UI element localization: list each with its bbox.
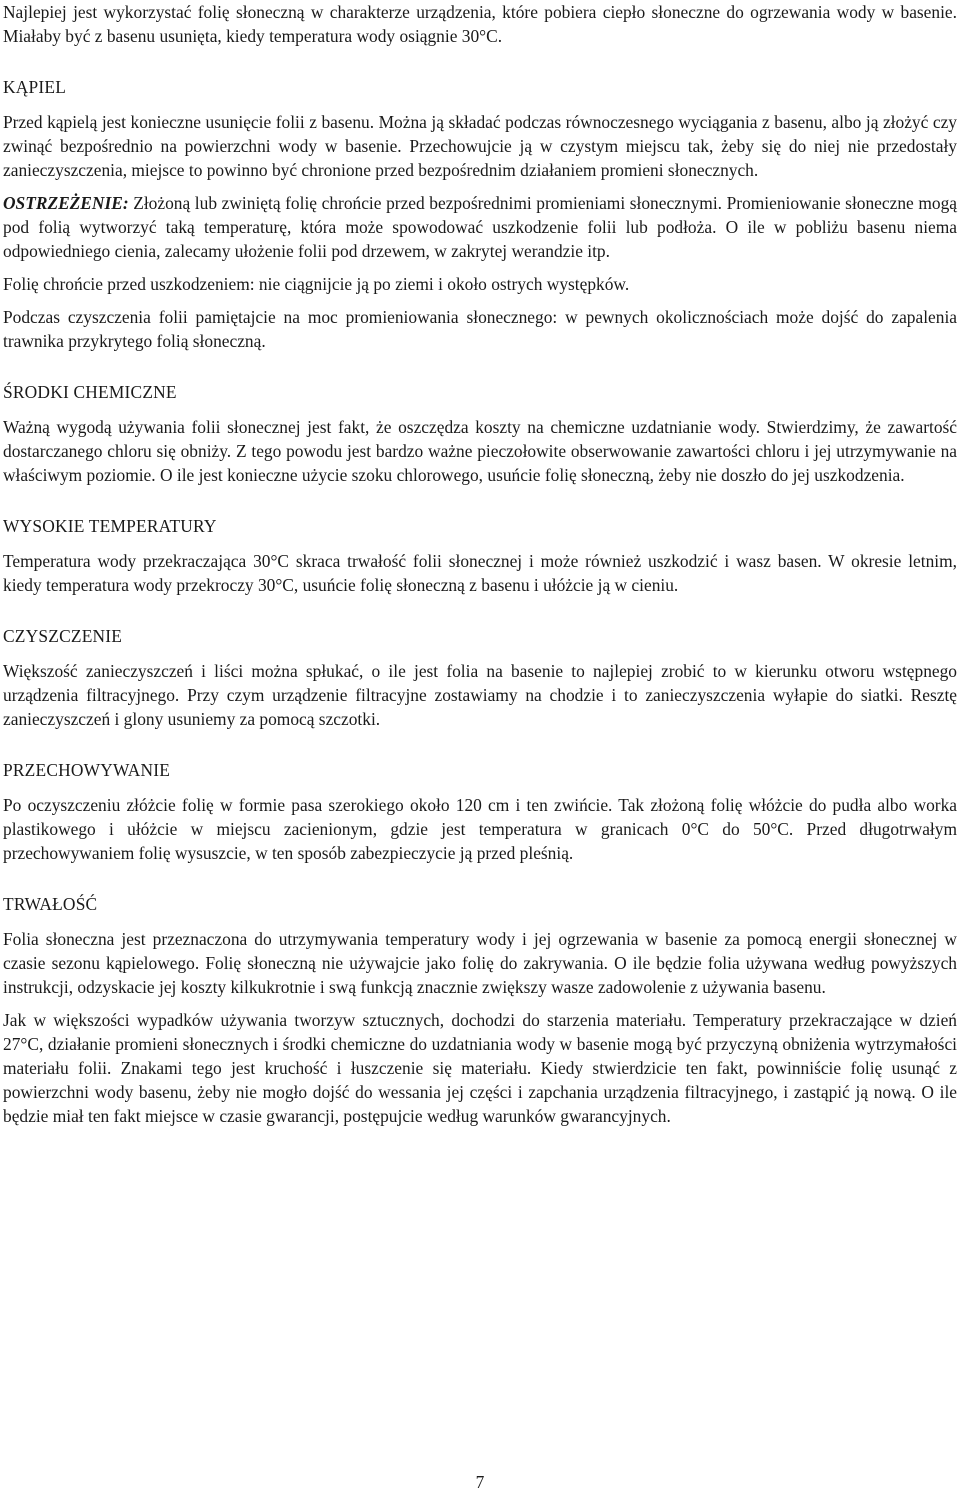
heading-srodki-chemiczne: ŚRODKI CHEMICZNE bbox=[3, 382, 177, 402]
document-page bbox=[3, 0, 957, 1128]
heading-przechowywanie: PRZECHOWYWANIE bbox=[3, 760, 171, 780]
section-przechowywanie bbox=[3, 758, 957, 865]
section-czyszczenie bbox=[3, 624, 957, 731]
heading-wysokie-temperatury: WYSOKIE TEMPERATURY bbox=[3, 516, 217, 536]
warning-text: Złożoną lub zwiniętą folię chrońcie przed bezpośrednimi promieniami słonecznymi. Promieniowanie słoneczne mogą pod folią wytworzyć taką temperaturę, która może spowodować uszkodzenie folii lub podłoża. O ile w pobliżu basenu niema odpowiedniego cienia, zalecamy ułożenie folii pod drzewem, w zakrytej werandzie itp. bbox=[3, 193, 957, 261]
warning-paragraph bbox=[3, 191, 957, 263]
kapiel-paragraph-4: Podczas czyszczenia folii pamiętajcie na moc promieniowania słonecznego: w pewnych okolicznościach może dojść do zapalenia trawnika przykrytego folią słoneczną. bbox=[3, 307, 957, 351]
section-wysokie-temperatury bbox=[3, 514, 957, 597]
intro-paragraph: Najlepiej jest wykorzystać folię słoneczną w charakterze urządzenia, które pobiera ciepło słoneczne do ogrzewania wody w basenie. Miałaby być z basenu usunięta, kiedy temperatura wody osiągnie 30°C. bbox=[3, 2, 957, 46]
czyszczenie-paragraph: Większość zanieczyszczeń i liści można spłukać, o ile jest folia na basenie to najlepiej zrobić to w kierunku otworu wstępnego urządzenia filtracyjnego. Przy czym urządzenie filtracyjne zostawiamy na chodzie i to zanieczyszczenia wyłapie do siatki. Resztę zanieczyszczeń i glony usuniemy za pomocą szczotki. bbox=[3, 661, 957, 729]
heading-trwalosc: TRWAŁOŚĆ bbox=[3, 894, 98, 914]
section-kapiel bbox=[3, 75, 957, 353]
wysokie-paragraph: Temperatura wody przekraczająca 30°C skraca trwałość folii słonecznej i może również uszkodzić i wasz basen. W okresie letnim, kiedy temperatura wody przekroczy 30°C, usuńcie folię słoneczną z basenu i ułóżcie ją w cieniu. bbox=[3, 551, 957, 595]
heading-kapiel: KĄPIEL bbox=[3, 77, 67, 97]
kapiel-paragraph-1: Przed kąpielą jest konieczne usunięcie folii z basenu. Można ją składać podczas równoczesnego wyciągania z basenu, albo ją złożyć czy zwinąć bezpośrednio na powierzchni wody w basenie. Przechowujcie ją w czystym miejscu tak, żeby się do niej nie przedostały zanieczyszczenia, miejsce to powinno być chronione przed bezpośrednim działaniem promieni słonecznych. bbox=[3, 112, 957, 180]
page-number: 7 bbox=[475, 1472, 485, 1492]
heading-czyszczenie: CZYSZCZENIE bbox=[3, 626, 123, 646]
przechowywanie-paragraph: Po oczyszczeniu złóżcie folię w formie pasa szerokiego około 120 cm i ten zwińcie. Tak złożoną folię włóżcie do pudła albo worka plastikowego i ułóżcie w miejscu zacienionym, gdzie jest temperatura w granicach 0°C do 50°C. Przed długotrwałym przechowywaniem folię wysuszcie, w ten sposób zabezpieczycie ją przed pleśnią. bbox=[3, 795, 957, 863]
warning-label: OSTRZEŻENIE: bbox=[3, 193, 129, 213]
section-trwalosc bbox=[3, 892, 957, 1128]
kapiel-paragraph-3: Folię chrońcie przed uszkodzeniem: nie ciągnijcie ją po ziemi i około ostrych występków. bbox=[3, 274, 630, 294]
section-srodki-chemiczne bbox=[3, 380, 957, 487]
trwalosc-paragraph-1: Folia słoneczna jest przeznaczona do utrzymywania temperatury wody i jej ogrzewania w basenie za pomocą energii słonecznej w czasie sezonu kąpielowego. Folię słoneczną nie używajcie jako folię do zakrywania. O ile będzie folia używana według powyższych instrukcji, odzyskacie jej koszty kilkukrotnie i swą funkcją znacznie zwiększy wasze zadowolenie z używania basenu. bbox=[3, 929, 957, 997]
trwalosc-paragraph-2: Jak w większości wypadków używania tworzyw sztucznych, dochodzi do starzenia materiału. Temperatury przekraczające w dzień 27°C, działanie promieni słonecznych i środki chemiczne do uzdatniania wody w basenie mogą być przyczyną obniżenia wytrzymałości materiału folii. Znakami tego jest kruchość i łuszczenie się materiału. Kiedy stwierdzicie ten fakt, powinniście folię usunąć z powierzchni wody basenu, żeby nie mogło dojść do wessania jej części i zapchania urządzenia filtracyjnego, i zastąpić ją nową. O ile będzie miał ten fakt miejsce w czasie gwarancji, postępujcie według warunków gwarancyjnych. bbox=[3, 1010, 957, 1126]
srodki-paragraph: Ważną wygodą używania folii słonecznej jest fakt, że oszczędza koszty na chemiczne uzdatnianie wody. Stwierdzimy, że zawartość dostarczanego chloru się obniży. Z tego powodu jest bardzo ważne pieczołowite obserwowanie zawartości chloru i jej utrzymywanie na właściwym poziomie. O ile jest konieczne użycie szoku chlorowego, usuńcie folię słoneczną, żeby nie doszło do jej uszkodzenia. bbox=[3, 417, 957, 485]
